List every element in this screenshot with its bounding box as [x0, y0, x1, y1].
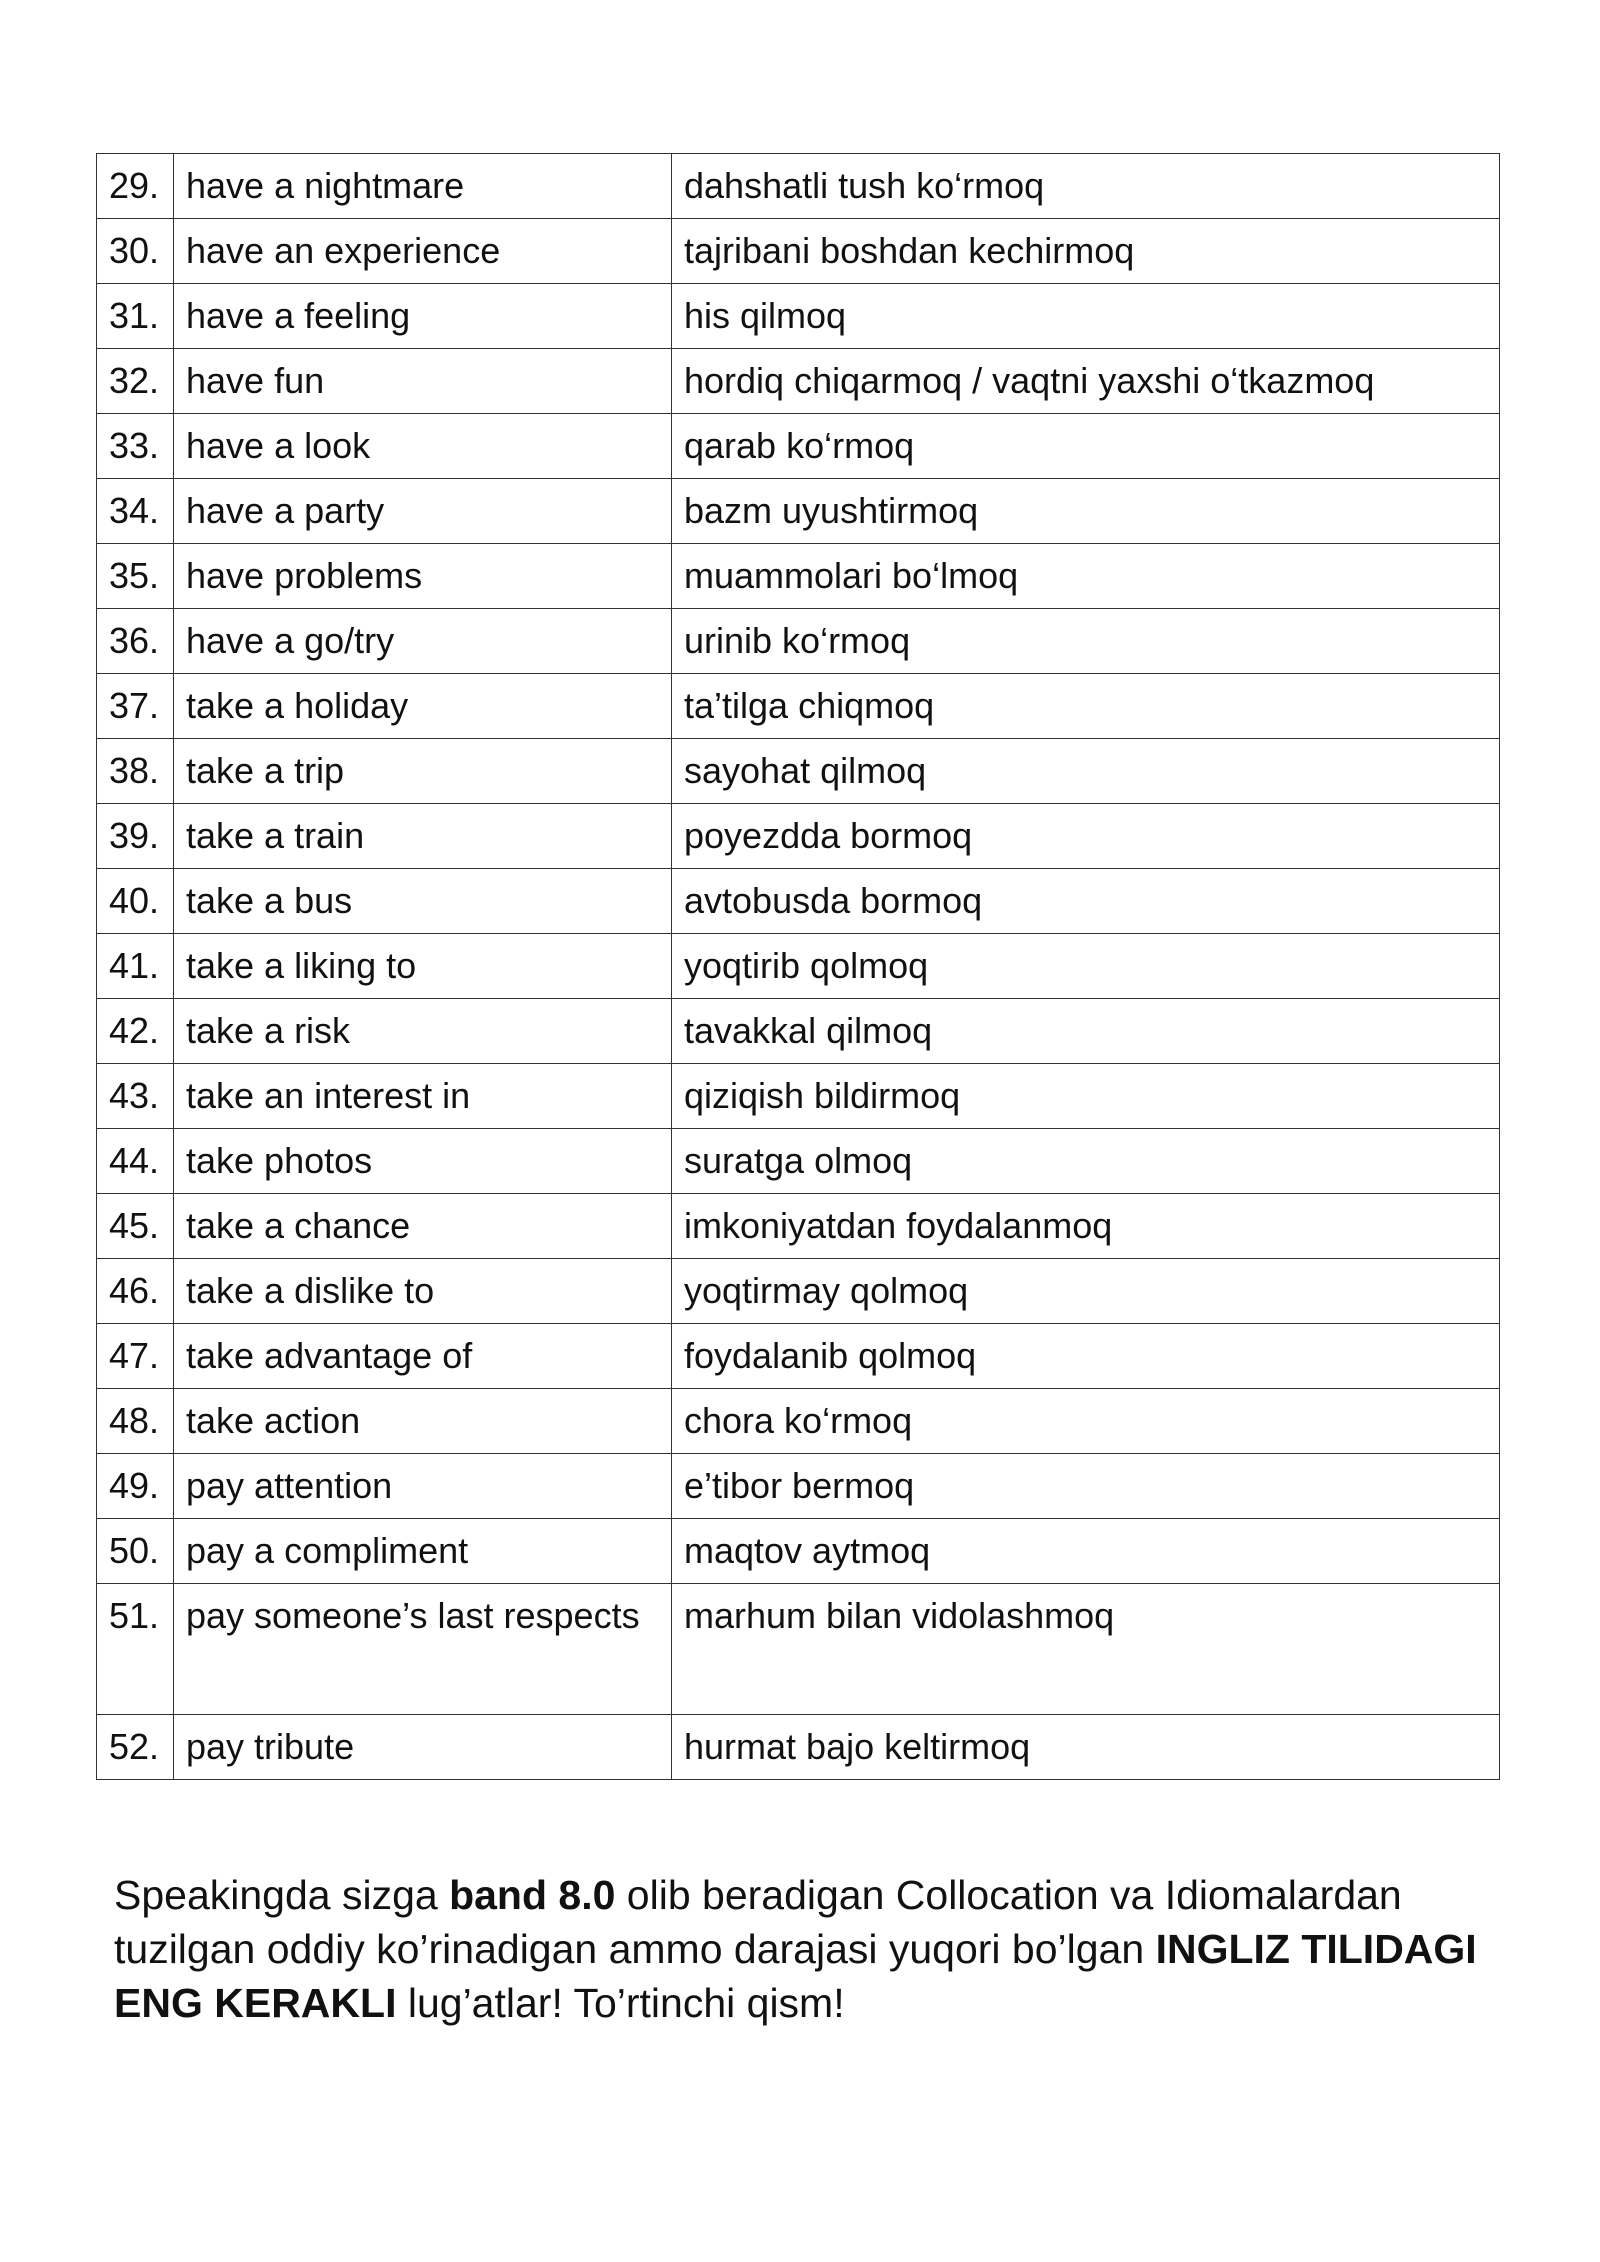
- row-number: 37.: [97, 674, 174, 739]
- uzbek-translation: tavakkal qilmoq: [672, 999, 1500, 1064]
- english-phrase: take a risk: [174, 999, 672, 1064]
- table-row: [97, 999, 1500, 1064]
- row-number: 41.: [97, 934, 174, 999]
- table-row: [97, 934, 1500, 999]
- table-row: [97, 219, 1500, 284]
- uzbek-translation: yoqtirmay qolmoq: [672, 1259, 1500, 1324]
- footer-text-2: olib beradigan Collocation va Idiomalardan tuzilgan oddiy ko’rinadigan ammo darajasi yuqori bo’lgan: [114, 1872, 1402, 1972]
- table-row: [97, 739, 1500, 804]
- uzbek-translation: maqtov aytmoq: [672, 1519, 1500, 1584]
- english-phrase: have a party: [174, 479, 672, 544]
- row-number: 52.: [97, 1715, 174, 1780]
- table-row: [97, 674, 1500, 739]
- row-number: 49.: [97, 1454, 174, 1519]
- english-phrase: take photos: [174, 1129, 672, 1194]
- uzbek-translation: dahshatli tush ko‘rmoq: [672, 154, 1500, 219]
- english-phrase: pay someone’s last respects: [174, 1584, 672, 1715]
- row-number: 29.: [97, 154, 174, 219]
- table-row: [97, 1715, 1500, 1780]
- uzbek-translation: bazm uyushtirmoq: [672, 479, 1500, 544]
- row-number: 36.: [97, 609, 174, 674]
- table-row: [97, 1064, 1500, 1129]
- table-row: [97, 154, 1500, 219]
- english-phrase: have fun: [174, 349, 672, 414]
- row-number: 42.: [97, 999, 174, 1064]
- english-phrase: pay attention: [174, 1454, 672, 1519]
- uzbek-translation: hordiq chiqarmoq / vaqtni yaxshi o‘tkazmoq: [672, 349, 1500, 414]
- uzbek-translation: yoqtirib qolmoq: [672, 934, 1500, 999]
- table-row: [97, 1389, 1500, 1454]
- english-phrase: have problems: [174, 544, 672, 609]
- english-phrase: have a nightmare: [174, 154, 672, 219]
- row-number: 38.: [97, 739, 174, 804]
- uzbek-translation: tajribani boshdan kechirmoq: [672, 219, 1500, 284]
- uzbek-translation: qiziqish bildirmoq: [672, 1064, 1500, 1129]
- row-number: 43.: [97, 1064, 174, 1129]
- table-row: [97, 544, 1500, 609]
- table-row: [97, 414, 1500, 479]
- footer-text-1: Speakingda sizga: [114, 1872, 450, 1918]
- uzbek-translation: hurmat bajo keltirmoq: [672, 1715, 1500, 1780]
- footer-bold-title: INGLIZ TILIDAGI ENG KERAKLI: [114, 1926, 1477, 2026]
- uzbek-translation: ta’tilga chiqmoq: [672, 674, 1500, 739]
- uzbek-translation: foydalanib qolmoq: [672, 1324, 1500, 1389]
- english-phrase: have a go/try: [174, 609, 672, 674]
- table-row: [97, 869, 1500, 934]
- uzbek-translation: marhum bilan vidolashmoq: [672, 1584, 1500, 1715]
- english-phrase: have a look: [174, 414, 672, 479]
- english-phrase: take a trip: [174, 739, 672, 804]
- table-row: [97, 349, 1500, 414]
- table-row: [97, 1324, 1500, 1389]
- footer-paragraph: [114, 1868, 1514, 2030]
- row-number: 32.: [97, 349, 174, 414]
- row-number: 47.: [97, 1324, 174, 1389]
- table-row: [97, 284, 1500, 349]
- english-phrase: take a dislike to: [174, 1259, 672, 1324]
- row-number: 50.: [97, 1519, 174, 1584]
- uzbek-translation: his qilmoq: [672, 284, 1500, 349]
- english-phrase: take an interest in: [174, 1064, 672, 1129]
- english-phrase: take a train: [174, 804, 672, 869]
- row-number: 48.: [97, 1389, 174, 1454]
- row-number: 33.: [97, 414, 174, 479]
- english-phrase: take a holiday: [174, 674, 672, 739]
- table-row: [97, 1129, 1500, 1194]
- english-phrase: have an experience: [174, 219, 672, 284]
- english-phrase: have a feeling: [174, 284, 672, 349]
- table-row: [97, 1519, 1500, 1584]
- vocabulary-table-body: [97, 154, 1500, 1780]
- row-number: 46.: [97, 1259, 174, 1324]
- row-number: 51.: [97, 1584, 174, 1715]
- vocabulary-table: [96, 153, 1500, 1780]
- english-phrase: take a chance: [174, 1194, 672, 1259]
- table-row: [97, 479, 1500, 544]
- uzbek-translation: e’tibor bermoq: [672, 1454, 1500, 1519]
- row-number: 30.: [97, 219, 174, 284]
- uzbek-translation: suratga olmoq: [672, 1129, 1500, 1194]
- row-number: 35.: [97, 544, 174, 609]
- english-phrase: take a liking to: [174, 934, 672, 999]
- uzbek-translation: sayohat qilmoq: [672, 739, 1500, 804]
- uzbek-translation: imkoniyatdan foydalanmoq: [672, 1194, 1500, 1259]
- table-row: [97, 1259, 1500, 1324]
- table-row: [97, 1454, 1500, 1519]
- english-phrase: take action: [174, 1389, 672, 1454]
- footer-text-3: lug’atlar! To’rtinchi qism!: [396, 1980, 845, 2026]
- uzbek-translation: qarab ko‘rmoq: [672, 414, 1500, 479]
- uzbek-translation: avtobusda bormoq: [672, 869, 1500, 934]
- uzbek-translation: urinib ko‘rmoq: [672, 609, 1500, 674]
- table-row: [97, 1584, 1500, 1715]
- table-row: [97, 804, 1500, 869]
- row-number: 40.: [97, 869, 174, 934]
- row-number: 31.: [97, 284, 174, 349]
- english-phrase: take a bus: [174, 869, 672, 934]
- row-number: 39.: [97, 804, 174, 869]
- table-row: [97, 1194, 1500, 1259]
- english-phrase: pay a compliment: [174, 1519, 672, 1584]
- english-phrase: pay tribute: [174, 1715, 672, 1780]
- row-number: 44.: [97, 1129, 174, 1194]
- uzbek-translation: poyezdda bormoq: [672, 804, 1500, 869]
- table-row: [97, 609, 1500, 674]
- uzbek-translation: muammolari bo‘lmoq: [672, 544, 1500, 609]
- uzbek-translation: chora ko‘rmoq: [672, 1389, 1500, 1454]
- row-number: 45.: [97, 1194, 174, 1259]
- english-phrase: take advantage of: [174, 1324, 672, 1389]
- footer-bold-band: band 8.0: [449, 1872, 616, 1918]
- row-number: 34.: [97, 479, 174, 544]
